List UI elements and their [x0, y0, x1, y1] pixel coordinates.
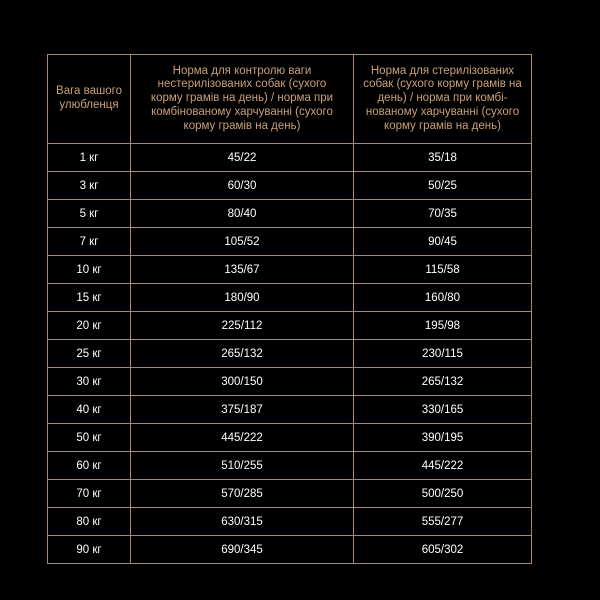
- sterilized-norm-cell: 605/302: [354, 536, 532, 564]
- table-row: [48, 368, 532, 396]
- nonsterilized-norm-cell: 445/222: [131, 424, 354, 452]
- table-row: [48, 480, 532, 508]
- header-nonsterilized-label: Норма для контролю ваги нестерилізованих собак (сухого корму грамів на день) / норма при комбінованому харчуванні (сухого корму грамів на день): [150, 64, 334, 132]
- nonsterilized-norm-cell: 375/187: [131, 396, 354, 424]
- sterilized-norm-cell: 230/115: [354, 340, 532, 368]
- weight-cell: 90 кг: [48, 536, 131, 564]
- weight-cell: 20 кг: [48, 312, 131, 340]
- table-row: [48, 284, 532, 312]
- table-row: [48, 228, 532, 256]
- sterilized-norm-cell: 330/165: [354, 396, 532, 424]
- sterilized-norm-cell: 115/58: [354, 256, 532, 284]
- sterilized-norm-cell: 390/195: [354, 424, 532, 452]
- feeding-norms-table: [47, 54, 532, 564]
- sterilized-norm-cell: 445/222: [354, 452, 532, 480]
- header-sterilized-norm: [354, 55, 532, 144]
- nonsterilized-norm-cell: 265/132: [131, 340, 354, 368]
- sterilized-norm-cell: 265/132: [354, 368, 532, 396]
- nonsterilized-norm-cell: 105/52: [131, 228, 354, 256]
- table-row: [48, 536, 532, 564]
- weight-cell: 40 кг: [48, 396, 131, 424]
- sterilized-norm-cell: 500/250: [354, 480, 532, 508]
- table-row: [48, 256, 532, 284]
- weight-cell: 60 кг: [48, 452, 131, 480]
- sterilized-norm-cell: 195/98: [354, 312, 532, 340]
- feeding-table-container: [47, 54, 531, 556]
- weight-cell: 7 кг: [48, 228, 131, 256]
- table-header-row: [48, 55, 532, 144]
- table-row: [48, 396, 532, 424]
- table-row: [48, 424, 532, 452]
- nonsterilized-norm-cell: 570/285: [131, 480, 354, 508]
- table-row: [48, 452, 532, 480]
- nonsterilized-norm-cell: 60/30: [131, 172, 354, 200]
- weight-cell: 1 кг: [48, 144, 131, 172]
- weight-cell: 50 кг: [48, 424, 131, 452]
- weight-cell: 30 кг: [48, 368, 131, 396]
- nonsterilized-norm-cell: 180/90: [131, 284, 354, 312]
- nonsterilized-norm-cell: 225/112: [131, 312, 354, 340]
- weight-cell: 3 кг: [48, 172, 131, 200]
- nonsterilized-norm-cell: 80/40: [131, 200, 354, 228]
- sterilized-norm-cell: 555/277: [354, 508, 532, 536]
- weight-cell: 5 кг: [48, 200, 131, 228]
- weight-cell: 70 кг: [48, 480, 131, 508]
- nonsterilized-norm-cell: 45/22: [131, 144, 354, 172]
- weight-cell: 10 кг: [48, 256, 131, 284]
- header-weight-label: Вага вашого улюбленця: [56, 85, 122, 111]
- table-row: [48, 200, 532, 228]
- weight-cell: 15 кг: [48, 284, 131, 312]
- nonsterilized-norm-cell: 690/345: [131, 536, 354, 564]
- sterilized-norm-cell: 90/45: [354, 228, 532, 256]
- header-weight: [48, 55, 131, 144]
- nonsterilized-norm-cell: 630/315: [131, 508, 354, 536]
- nonsterilized-norm-cell: 300/150: [131, 368, 354, 396]
- table-row: [48, 340, 532, 368]
- weight-cell: 80 кг: [48, 508, 131, 536]
- table-row: [48, 172, 532, 200]
- sterilized-norm-cell: 160/80: [354, 284, 532, 312]
- sterilized-norm-cell: 70/35: [354, 200, 532, 228]
- sterilized-norm-cell: 50/25: [354, 172, 532, 200]
- nonsterilized-norm-cell: 135/67: [131, 256, 354, 284]
- table-row: [48, 144, 532, 172]
- header-sterilized-label: Норма для стерилізованих собак (сухого корму грамів на день) / норма при комбі- нованому харчуванні (сухого корму грамів на день): [363, 64, 522, 132]
- table-row: [48, 312, 532, 340]
- weight-cell: 25 кг: [48, 340, 131, 368]
- header-nonsterilized-norm: [131, 55, 354, 144]
- nonsterilized-norm-cell: 510/255: [131, 452, 354, 480]
- table-row: [48, 508, 532, 536]
- sterilized-norm-cell: 35/18: [354, 144, 532, 172]
